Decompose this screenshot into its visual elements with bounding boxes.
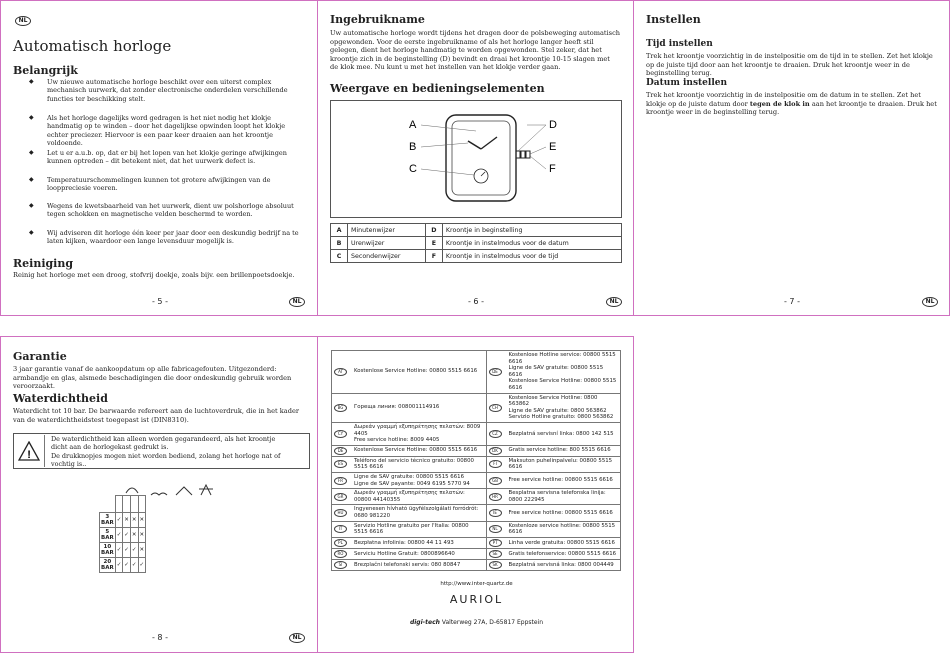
table-cell: Kroontje in instelmodus voor de tijd xyxy=(442,250,621,263)
country-flag-icon: FR xyxy=(334,477,347,485)
country-flag-icon: CY xyxy=(334,430,347,438)
table-cell xyxy=(486,456,507,472)
table-row xyxy=(332,393,621,422)
page-title: Automatisch horloge xyxy=(13,37,172,55)
table-cell: ✓ xyxy=(130,558,138,573)
address xyxy=(318,619,635,626)
section-heading: Weergave en bedieningselementen xyxy=(330,82,545,95)
hotline-text: Bezpłatna infolinia: 00800 44 11 493 xyxy=(352,537,486,548)
paragraph xyxy=(646,91,941,117)
label-f: F xyxy=(549,163,556,175)
hotline-text: Linha verde gratuita: 00800 5515 6616 xyxy=(507,537,621,548)
bullet-icon: ◆ xyxy=(29,229,34,236)
table-cell: ✓ xyxy=(115,543,123,558)
table-cell: ✓ xyxy=(115,558,123,573)
country-flag-icon: GR xyxy=(334,493,347,501)
table-cell xyxy=(486,445,507,456)
table-cell xyxy=(332,473,353,489)
language-badge: NL xyxy=(15,16,31,26)
paragraph: Uw automatische horloge wordt tijdens het dragen door de polsbeweging automatisch opgewonden. Voor de eerste ingebruikname of als het horloge langer heeft stil gelegen, dient het horloge handmatig te worden opgewonden. Stel zeker, dat het kroontje zich in de beginstelling (D) bevindt en draai het kroontje 10-15 slagen met de klok mee. Nu kunt u met het instellen van het klokje verder gaan. xyxy=(330,29,621,72)
hotline-text: Kostenlose Service Hotline: 00800 5515 6616 xyxy=(352,351,486,394)
language-badge: NL xyxy=(289,297,305,307)
table-cell xyxy=(486,393,507,422)
table-cell: C xyxy=(331,250,348,263)
section-heading: Waterdichtheid xyxy=(13,392,108,405)
bullet-icon: ◆ xyxy=(29,202,34,209)
table-row xyxy=(332,445,621,456)
label-d: D xyxy=(549,119,557,131)
table-cell xyxy=(123,496,131,513)
section-heading: Instellen xyxy=(646,13,701,26)
table-cell xyxy=(332,393,353,422)
section-heading: Ingebruikname xyxy=(330,13,425,26)
label-e: E xyxy=(549,141,557,153)
bullet-icon: ◆ xyxy=(29,114,34,121)
hotline-text: Servizio Hotline gratuito per l'Italia: 00800 5515 6616 xyxy=(352,521,486,537)
address-text: Valterweg 27A, D-65817 Eppstein xyxy=(441,619,544,626)
table-cell xyxy=(332,445,353,456)
page-7 xyxy=(633,0,950,316)
text-span: aan het kroontje te draaien. Druk het kroontje weer in de beginstelling terug. xyxy=(646,99,937,117)
paragraph: 3 jaar garantie vanaf de aankoopdatum op alle fabricagefouten. Uitgezonderd: armbandje en glas, alsmede beschadigingen die door ondeskundig gebruik worden veroorzaakt. xyxy=(13,365,292,391)
list-item: Wij adviseren dit horloge één keer per jaar door een deskundig bedrijf na te laten kijken, waardoor een lange levensduur mogelijk is. xyxy=(47,229,299,246)
country-flag-icon: DE xyxy=(334,447,347,455)
watch-diagram xyxy=(330,100,622,218)
language-badge: NL xyxy=(289,633,305,643)
country-flag-icon: HR xyxy=(489,493,502,501)
table-row xyxy=(332,505,621,521)
table-row xyxy=(332,548,621,559)
table-cell: ✕ xyxy=(123,513,131,528)
bar-label: 20 BAR xyxy=(101,559,114,571)
bar-label: 5 BAR xyxy=(101,529,114,541)
country-flag-icon: CZ xyxy=(489,430,502,438)
page-6 xyxy=(317,0,634,316)
country-flag-icon: IE xyxy=(489,509,502,517)
table-cell xyxy=(486,422,507,445)
hotline-text: Kostenlose Service Hotline: 00800 5515 6616 xyxy=(352,445,486,456)
table-cell xyxy=(332,351,353,394)
hand-wash-icon xyxy=(151,493,167,495)
table-cell xyxy=(486,559,507,570)
bullet-icon: ◆ xyxy=(29,78,34,85)
warning-icon xyxy=(18,441,40,461)
table-row xyxy=(331,237,622,250)
table-cell xyxy=(332,521,353,537)
table-cell: F xyxy=(425,250,442,263)
country-flag-icon: ES xyxy=(334,460,347,468)
table-cell: ✕ xyxy=(138,543,146,558)
table-cell: ✕ xyxy=(138,528,146,543)
table-cell xyxy=(486,473,507,489)
table-row xyxy=(332,559,621,570)
table-cell xyxy=(115,496,123,513)
page-number: - 8 - xyxy=(152,633,168,642)
svg-text:!: ! xyxy=(27,449,31,461)
table-cell xyxy=(332,505,353,521)
table-cell: ✓ xyxy=(123,543,131,558)
hotline-text: Bezplatná servisní linka: 0800 142 515 xyxy=(507,422,621,445)
hotline-text: Besplatna servisna telefonska linija: 0800 222945 xyxy=(507,489,621,505)
text-bold: tegen de klok in xyxy=(749,99,810,108)
language-badge: NL xyxy=(922,297,938,307)
country-flag-icon: CH xyxy=(489,404,502,412)
table-cell: ✓ xyxy=(115,513,123,528)
country-flag-icon: DK xyxy=(489,447,502,455)
hotline-text: Free service hotline: 00800 5515 6616 xyxy=(507,473,621,489)
hotline-text: Bezplatná servisná linka: 0800 004449 xyxy=(507,559,621,570)
list-item: Als het horloge dagelijks word gedragen is het niet nodig het klokje handmatig op te winden – door het dagelijkse opwinden loopt het klokje echter preciezer. Hiervoor is een paar keer draaien aan het kroontje voldoende. xyxy=(47,114,286,148)
table-row xyxy=(332,422,621,445)
country-flag-icon: SI xyxy=(334,561,347,569)
table-row xyxy=(100,543,146,558)
country-flag-icon: DE xyxy=(489,368,502,376)
bullet-icon: ◆ xyxy=(29,149,34,156)
country-flag-icon: NL xyxy=(489,525,502,533)
country-flag-icon: BG xyxy=(334,404,347,412)
list-item: Let u er a.u.b. op, dat er bij het lopen van het klokje geringe afwijkingen kunnen optreden – dit betekent niet, dat het uurwerk defect is. xyxy=(47,149,287,166)
country-flag-icon: IT xyxy=(334,525,347,533)
label-a: A xyxy=(409,119,417,131)
section-heading: Garantie xyxy=(13,350,67,363)
website-link[interactable]: http://www.inter-quartz.de xyxy=(440,581,513,587)
country-flag-icon: FI xyxy=(489,460,502,468)
table-cell xyxy=(486,537,507,548)
table-row xyxy=(332,473,621,489)
country-flag-icon: SK xyxy=(489,561,502,569)
country-flag-icon: AT xyxy=(334,368,347,376)
table-cell xyxy=(332,559,353,570)
hotline-text: Serviciu Hotline Gratuit: 0800896640 xyxy=(352,548,486,559)
hotline-text: Kostenloze service hotline: 00800 5515 6616 xyxy=(507,521,621,537)
hotline-text: Ingyenesen hívható ügyfélszolgálati forródrót: 0680 981220 xyxy=(352,505,486,521)
table-cell xyxy=(486,548,507,559)
country-flag-icon: PT xyxy=(489,539,502,547)
rain-icon xyxy=(126,488,138,493)
table-cell: Kroontje in instelmodus voor de datum xyxy=(442,237,621,250)
warning-text: De waterdichtheid kan alleen worden gegarandeerd, als het kroontje dicht aan de horlogekast gedrukt is. xyxy=(51,435,276,452)
hotline-text: Brezplačni telefonski servis: 080 80847 xyxy=(352,559,486,570)
bar-label: 10 BAR xyxy=(101,544,114,556)
country-flag-icon: HU xyxy=(334,509,347,517)
hotline-text: Δωρεάν γραμμή εξυπηρέτησης πελατών: 8009 4405 Free service hotline: 8009 4405 xyxy=(352,422,486,445)
table-cell xyxy=(332,456,353,472)
page-5 xyxy=(0,0,318,316)
paragraph: Reinig het horloge met een droog, stofvrij doekje, zoals bijv. een brillenpoetsdoekje. xyxy=(13,271,295,279)
hotline-text: Δωρεάν γραμμή εξυπηρέτησης πελατών: 00800 44140355 xyxy=(352,489,486,505)
watch-illustration xyxy=(331,101,621,217)
table-row xyxy=(332,521,621,537)
table-cell: Minutenwijzer xyxy=(348,224,426,237)
table-cell: Secondenwijzer xyxy=(348,250,426,263)
page-service xyxy=(317,336,634,653)
country-flag-icon: PL xyxy=(334,539,347,547)
hotline-text: Kostenlose Service Hotline: 0800 563862 Ligne de SAV gratuite: 0800 563862 Servizio Hotline gratuito: 0800 563862 xyxy=(507,393,621,422)
controls-table xyxy=(330,223,622,263)
text-span: Trek het kroontje voorzichtig in de instelpositie om de datum in te stellen. Zet het klokje op de juiste datum door xyxy=(646,91,921,108)
table-cell xyxy=(332,537,353,548)
bullet-icon: ◆ xyxy=(29,176,34,183)
table-cell: ✕ xyxy=(130,513,138,528)
section-heading: Reiniging xyxy=(13,257,74,270)
table-row xyxy=(332,456,621,472)
label-b: B xyxy=(409,141,417,153)
table-cell: ✓ xyxy=(138,558,146,573)
table-cell xyxy=(138,496,146,513)
table-cell: ✓ xyxy=(130,543,138,558)
table-cell xyxy=(486,351,507,394)
country-flag-icon: SE xyxy=(489,550,502,558)
hotline-text: Горещa линия: 008001114916 xyxy=(352,393,486,422)
hotline-text: Teléfono del servicio técnico gratuito: 00800 5515 6616 xyxy=(352,456,486,472)
label-c: C xyxy=(409,163,417,175)
table-cell: ✓ xyxy=(123,528,131,543)
hotline-text: Free service hotline: 00800 5515 6616 xyxy=(507,505,621,521)
warning-text: De drukknopjes mogen niet worden bediend, zolang het horloge nat of vochtig is.. xyxy=(51,451,281,469)
table-cell xyxy=(130,496,138,513)
paragraph: Waterdicht tot 10 bar. De barwaarde refereert aan de luchtoverdruk, die in het kader van de waterdichtheidstest toegepast ist (DIN8310). xyxy=(13,407,299,424)
bar-label: 3 BAR xyxy=(101,514,114,526)
table-cell: B xyxy=(331,237,348,250)
page-8 xyxy=(0,336,318,653)
page-number: - 6 - xyxy=(468,297,484,306)
table-row xyxy=(332,489,621,505)
list-item: Wegens de kwetsbaarheid van het uurwerk, dient uw polshorloge absoluut tegen schokken en magnetische velden beschermd te worden. xyxy=(47,202,294,219)
table-cell xyxy=(100,496,116,513)
company-name: digi-tech xyxy=(409,619,440,626)
paragraph: Trek het kroontje voorzichtig in de instelpositie om de tijd in te stellen. Zet het klokje op de juiste tijd door aan het kroontje te draaien. Druk het kroontje weer in de beginstelling terug. xyxy=(646,52,933,78)
table-row xyxy=(100,558,146,573)
table-cell: Urenwijzer xyxy=(348,237,426,250)
table-row xyxy=(100,528,146,543)
hotline-text: Kostenlose Hotline service: 00800 5515 6616 Ligne de SAV gratuite: 00800 5515 6616 Kostenlose Service Hotline: 00800 5515 6616 xyxy=(507,351,621,394)
table-cell xyxy=(332,422,353,445)
hotline-text: Gratis telefonservice: 00800 5515 6616 xyxy=(507,548,621,559)
table-row xyxy=(332,351,621,394)
table-cell: A xyxy=(331,224,348,237)
table-row xyxy=(100,496,146,513)
brand-logo: AURIOL xyxy=(449,593,504,606)
table-cell: D xyxy=(425,224,442,237)
service-hotline-table xyxy=(331,350,621,571)
table-cell xyxy=(486,505,507,521)
table-cell: Kroontje in beginstelling xyxy=(442,224,621,237)
swim-icon xyxy=(176,487,192,495)
subheading: Tijd instellen xyxy=(646,39,713,49)
table-cell: ✓ xyxy=(115,528,123,543)
section-heading: Belangrijk xyxy=(13,64,78,77)
hotline-text: Ligne de SAV gratuite: 00800 5515 6616 Ligne de SAV payante: 0049 6195 5770 94 xyxy=(352,473,486,489)
table-row xyxy=(331,224,622,237)
table-row xyxy=(332,537,621,548)
table-cell xyxy=(332,548,353,559)
page-number: - 7 - xyxy=(784,297,800,306)
table-cell xyxy=(332,489,353,505)
table-cell xyxy=(486,489,507,505)
table-cell: ✕ xyxy=(130,528,138,543)
table-cell: E xyxy=(425,237,442,250)
dive-icon xyxy=(199,485,213,495)
hotline-text: Gratis service hotline: 800 5515 6616 xyxy=(507,445,621,456)
list-item: Uw nieuwe automatische horloge beschikt over een uiterst complex mechanisch uurwerk, dat zonder electronische onderdelen verschillende functies ter beschikking stelt. xyxy=(47,78,288,103)
page-number: - 5 - xyxy=(152,297,168,306)
language-badge: NL xyxy=(606,297,622,307)
table-cell xyxy=(486,521,507,537)
table-row xyxy=(100,513,146,528)
table-cell: ✕ xyxy=(138,513,146,528)
table-cell: ✓ xyxy=(123,558,131,573)
list-item: Temperatuurschommelingen kunnen tot grotere afwijkingen van de looppreciesie voeren. xyxy=(47,176,271,193)
warning-box xyxy=(13,433,310,469)
bar-table xyxy=(99,495,146,573)
subheading: Datum instellen xyxy=(646,78,728,88)
hotline-text: Maksuton puhelinpalvelu: 00800 5515 6616 xyxy=(507,456,621,472)
country-flag-icon: GB xyxy=(489,477,502,485)
country-flag-icon: RO xyxy=(334,550,347,558)
table-row xyxy=(331,250,622,263)
